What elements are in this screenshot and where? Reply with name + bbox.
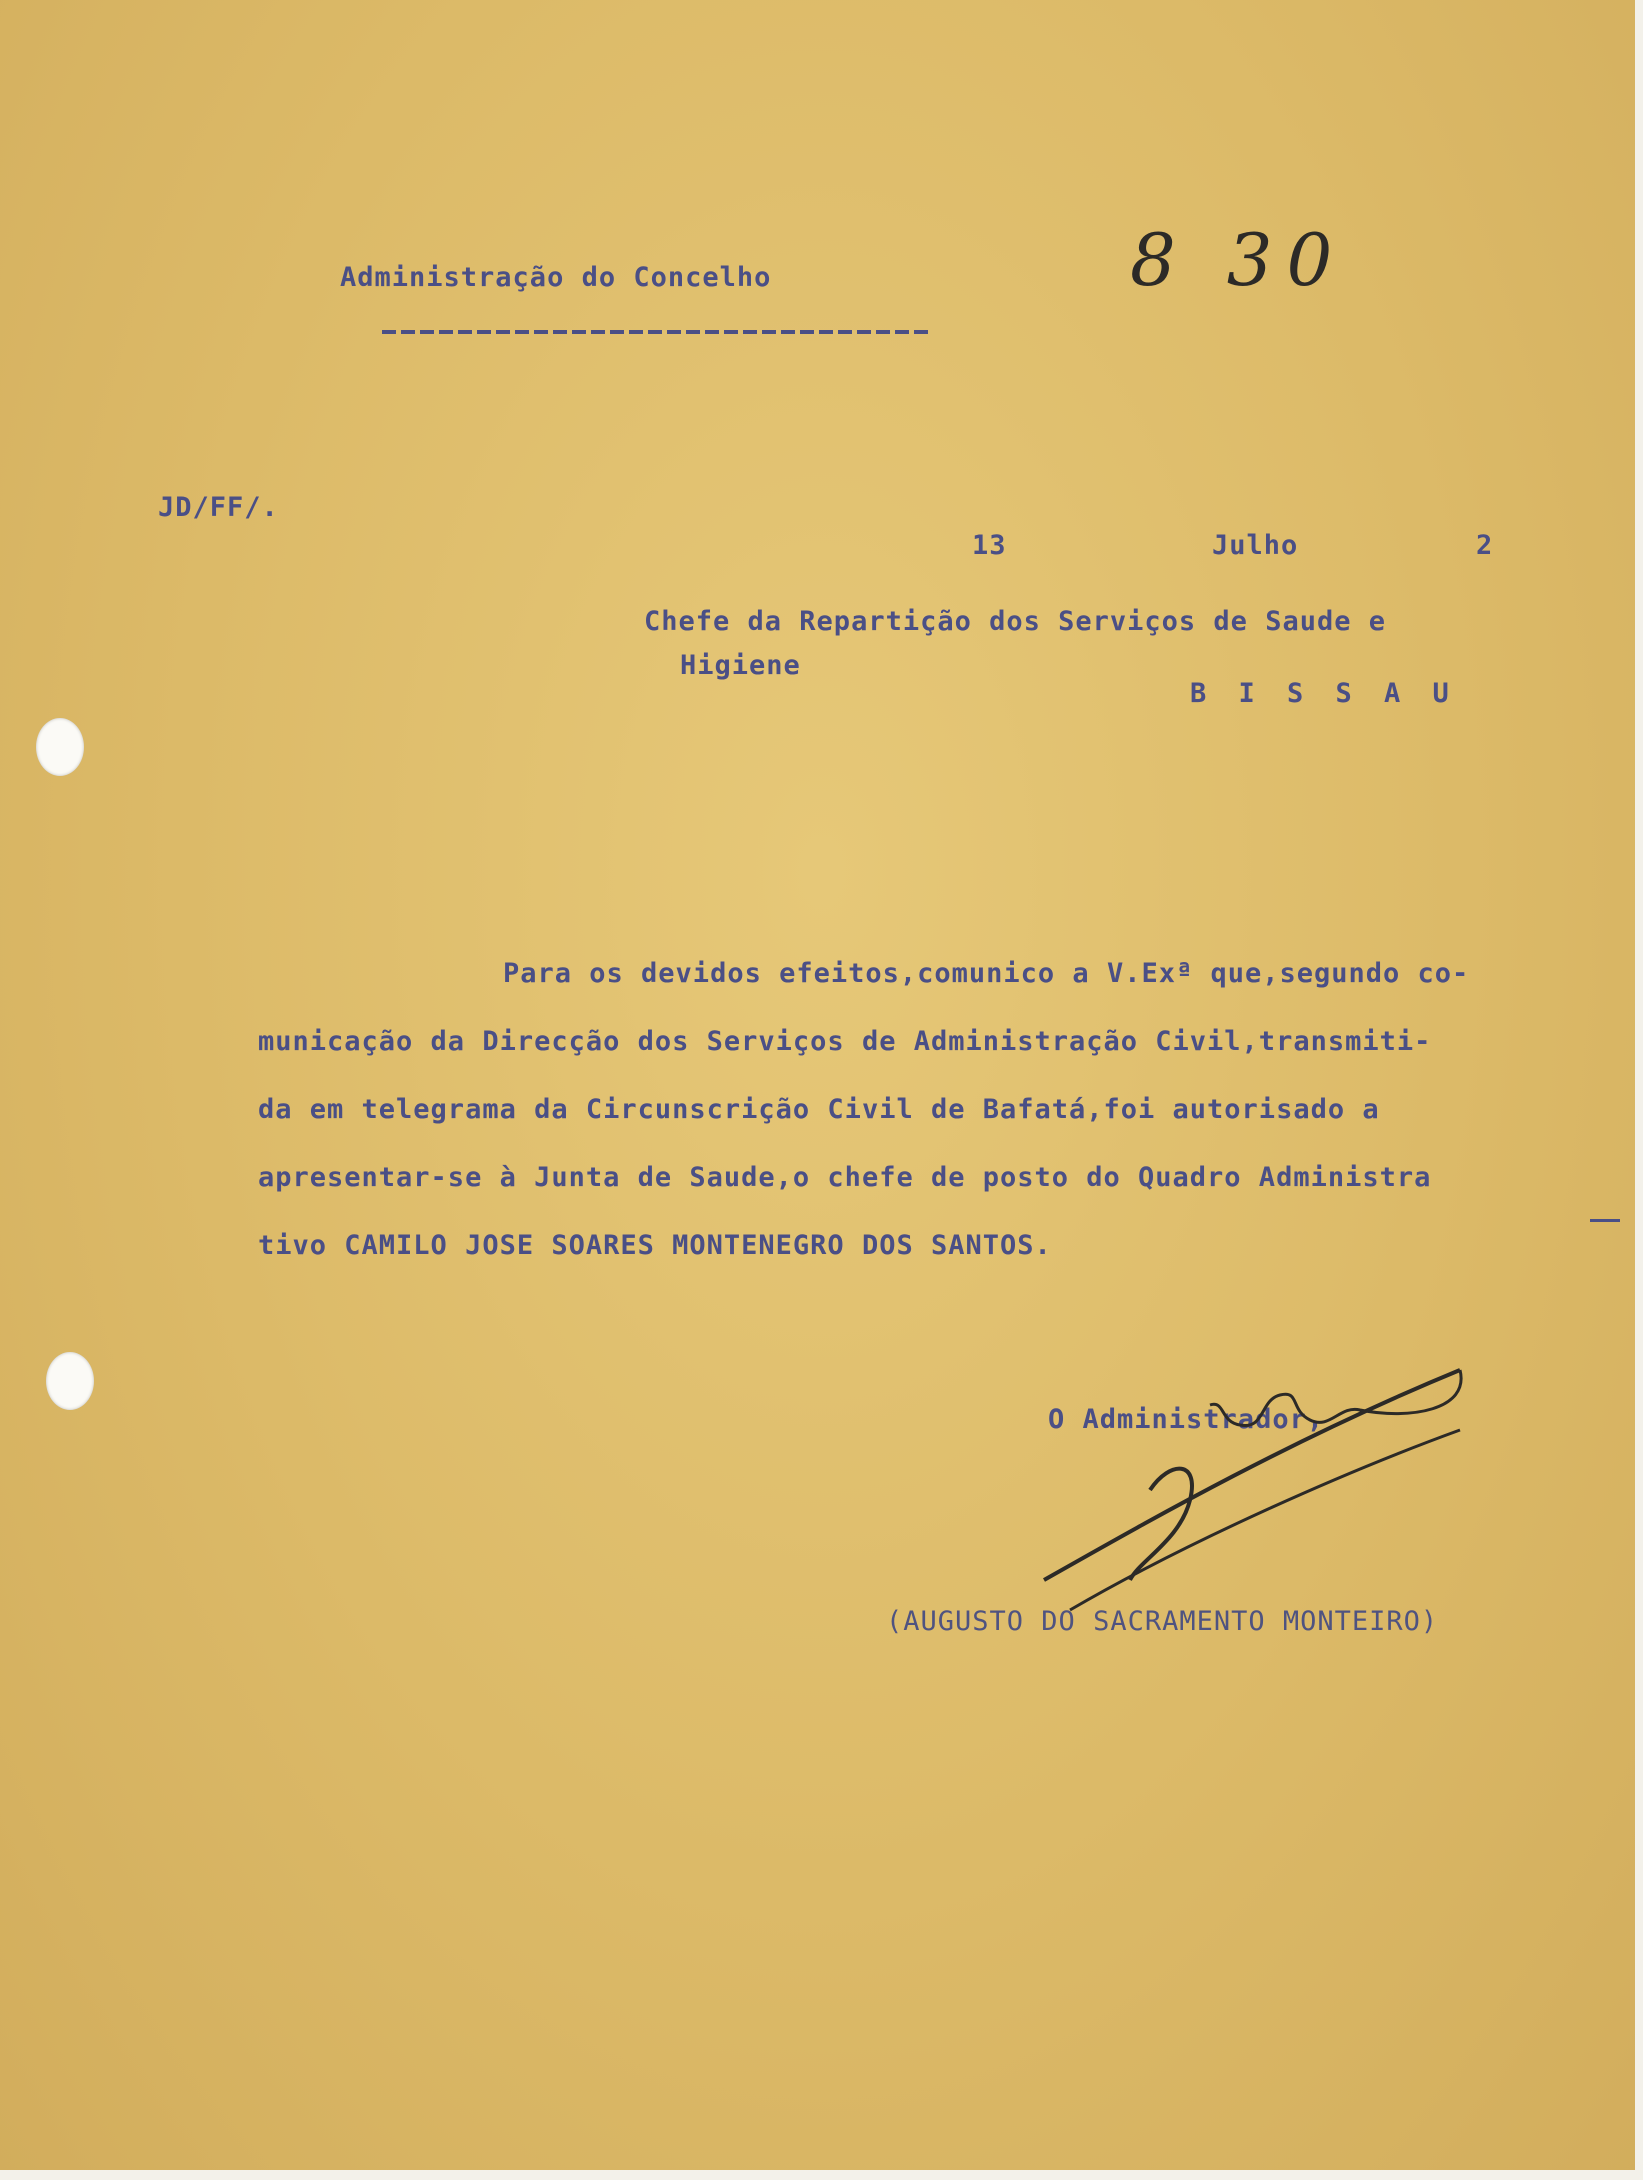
body-line-2: municação da Direcção dos Serviços de Administração Civil,transmiti- <box>258 1026 1432 1057</box>
body-line-5: tivo CAMILO JOSE SOARES MONTENEGRO DOS SANTOS. <box>258 1230 1052 1261</box>
file-reference: JD/FF/. <box>158 492 279 523</box>
page-edge-right <box>1635 0 1643 2180</box>
signature-title: O Administrador, <box>1048 1404 1325 1435</box>
recipient-city: B I S S A U <box>1190 678 1457 709</box>
date-month: Julho <box>1212 530 1299 561</box>
signatory-name: (AUGUSTO DO SACRAMENTO MONTEIRO) <box>886 1606 1439 1637</box>
heading-underline <box>382 330 932 334</box>
body-line-3: da em telegrama da Circunscrição Civil de Bafatá,foi autorisado a <box>258 1094 1380 1125</box>
correction-underline <box>1590 1219 1620 1222</box>
recipient-line-2: Higiene <box>680 650 801 681</box>
body-line-1: Para os devidos efeitos,comunico a V.Exª que,segundo co- <box>503 958 1470 989</box>
office-heading: Administração do Concelho <box>340 262 772 293</box>
page-edge-bottom <box>0 2170 1643 2180</box>
handwritten-reference-number: 8 30 <box>1130 218 1347 302</box>
recipient-line-1: Chefe da Repartição dos Serviços de Saude e <box>644 606 1386 637</box>
punch-hole-top <box>36 718 84 776</box>
date-day: 13 <box>972 530 1007 561</box>
body-line-4: apresentar-se à Junta de Saude,o chefe de posto do Quadro Administra <box>258 1162 1432 1193</box>
handwritten-signature <box>1030 1350 1490 1630</box>
date-year: 2 <box>1476 530 1494 561</box>
punch-hole-bottom <box>46 1352 94 1410</box>
